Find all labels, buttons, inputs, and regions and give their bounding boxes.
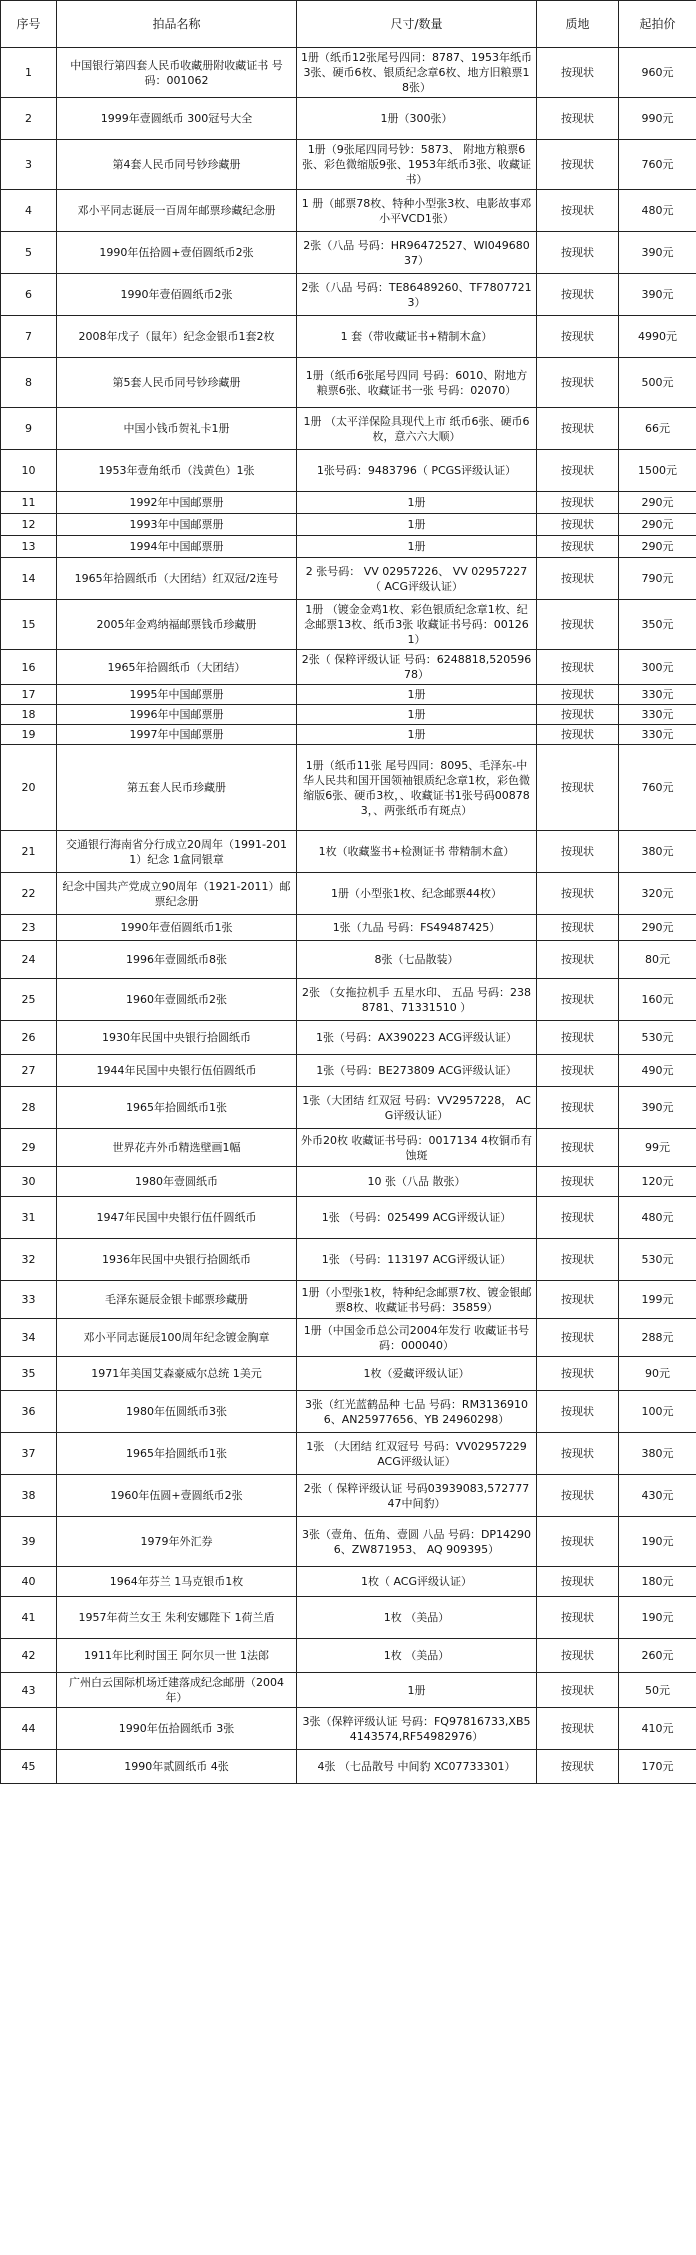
lot-size-quantity: 1册（9张尾四同号钞：5873、 附地方粮票6张、彩色微缩版9张、1953年纸币3张、收藏证书） [297,140,537,190]
lot-starting-price: 288元 [619,1319,696,1357]
lot-quality: 按现状 [537,1239,619,1281]
lot-starting-price: 50元 [619,1673,696,1708]
lot-quality: 按现状 [537,600,619,650]
lot-starting-price: 1500元 [619,450,696,492]
lot-quality: 按现状 [537,1281,619,1319]
lot-size-quantity: 1册（中国金币总公司2004年发行 收藏证书号码：000040） [297,1319,537,1357]
lot-starting-price: 260元 [619,1639,696,1673]
header-name: 拍品名称 [57,1,297,48]
lot-quality: 按现状 [537,915,619,941]
table-row [1,190,696,232]
table-body [1,48,696,1784]
lot-size-quantity: 2张 （女拖拉机手 五星水印、 五品 号码：2388781、71331510 ） [297,979,537,1021]
table-row [1,1357,696,1391]
lot-number: 32 [1,1239,57,1281]
lot-starting-price: 199元 [619,1281,696,1319]
table-row [1,1597,696,1639]
lot-starting-price: 90元 [619,1357,696,1391]
lot-starting-price: 490元 [619,1055,696,1087]
header-quality: 质地 [537,1,619,48]
lot-name: 世界花卉外币精选壁画1幅 [57,1129,297,1167]
lot-number: 2 [1,98,57,140]
lot-number: 33 [1,1281,57,1319]
table-row [1,140,696,190]
lot-number: 21 [1,831,57,873]
lot-name: 1996年壹圆纸币8张 [57,941,297,979]
lot-name: 1993年中国邮票册 [57,514,297,536]
table-row [1,514,696,536]
table-row [1,1197,696,1239]
lot-name: 邓小平同志诞辰100周年纪念镀金胸章 [57,1319,297,1357]
lot-size-quantity: 10 张（八品 散张） [297,1167,537,1197]
table-row [1,450,696,492]
lot-number: 6 [1,274,57,316]
lot-starting-price: 290元 [619,915,696,941]
lot-quality: 按现状 [537,1517,619,1567]
lot-quality: 按现状 [537,536,619,558]
table-row [1,48,696,98]
lot-size-quantity: 1张 （号码：025499 ACG评级认证） [297,1197,537,1239]
header-price: 起拍价 [619,1,696,48]
lot-number: 38 [1,1475,57,1517]
lot-number: 14 [1,558,57,600]
lot-name: 2005年金鸡纳福邮票钱币珍藏册 [57,600,297,650]
lot-size-quantity: 1册 [297,705,537,725]
lot-quality: 按现状 [537,1357,619,1391]
lot-quality: 按现状 [537,316,619,358]
lot-quality: 按现状 [537,492,619,514]
lot-starting-price: 170元 [619,1750,696,1784]
lot-number: 19 [1,725,57,745]
lot-name: 1999年壹圆纸币 300冠号大全 [57,98,297,140]
lot-number: 3 [1,140,57,190]
table-row [1,558,696,600]
lot-name: 1980年伍圆纸币3张 [57,1391,297,1433]
table-row [1,1567,696,1597]
lot-starting-price: 480元 [619,190,696,232]
lot-size-quantity: 2张（八品 号码：HR96472527、WI04968037） [297,232,537,274]
table-row [1,831,696,873]
lot-name: 第4套人民币同号钞珍藏册 [57,140,297,190]
lot-starting-price: 790元 [619,558,696,600]
table-row [1,492,696,514]
lot-size-quantity: 外币20枚 收藏证书号码：0017134 4枚铜币有蚀斑 [297,1129,537,1167]
lot-size-quantity: 1张（号码：AX390223 ACG评级认证） [297,1021,537,1055]
lot-quality: 按现状 [537,979,619,1021]
lot-starting-price: 430元 [619,1475,696,1517]
lot-name: 交通银行海南省分行成立20周年（1991-2011）纪念 1盒同银章 [57,831,297,873]
lot-starting-price: 290元 [619,492,696,514]
lot-size-quantity: 1张号码：9483796（ PCGS评级认证） [297,450,537,492]
lot-quality: 按现状 [537,408,619,450]
table-row [1,98,696,140]
lot-quality: 按现状 [537,1750,619,1784]
table-row [1,1433,696,1475]
lot-starting-price: 330元 [619,705,696,725]
lot-number: 5 [1,232,57,274]
lot-number: 39 [1,1517,57,1567]
lot-quality: 按现状 [537,558,619,600]
lot-quality: 按现状 [537,1597,619,1639]
lot-name: 1911年比利时国王 阿尔贝一世 1法郎 [57,1639,297,1673]
lot-size-quantity: 1册 [297,725,537,745]
lot-size-quantity: 1册 [297,536,537,558]
lot-number: 41 [1,1597,57,1639]
table-row [1,316,696,358]
table-row [1,941,696,979]
lot-starting-price: 960元 [619,48,696,98]
lot-quality: 按现状 [537,1197,619,1239]
lot-quality: 按现状 [537,1167,619,1197]
lot-number: 15 [1,600,57,650]
lot-name: 1965年拾圆纸币1张 [57,1433,297,1475]
lot-name: 2008年戊子（鼠年）纪念金银币1套2枚 [57,316,297,358]
lot-starting-price: 320元 [619,873,696,915]
header-row [1,1,696,48]
lot-number: 20 [1,745,57,831]
lot-number: 34 [1,1319,57,1357]
lot-quality: 按现状 [537,873,619,915]
lot-name: 1960年壹圆纸币2张 [57,979,297,1021]
lot-starting-price: 390元 [619,274,696,316]
lot-number: 29 [1,1129,57,1167]
lot-size-quantity: 1枚（收藏鉴书+检测证书 带精制木盒） [297,831,537,873]
lot-starting-price: 530元 [619,1021,696,1055]
table-row [1,1639,696,1673]
table-row [1,873,696,915]
lot-starting-price: 380元 [619,1433,696,1475]
lot-quality: 按现状 [537,190,619,232]
table-row [1,1281,696,1319]
lot-size-quantity: 2张（ 保粹评级认证 号码：6248818,52059678） [297,650,537,685]
table-row [1,1087,696,1129]
lot-size-quantity: 1枚（ ACG评级认证） [297,1567,537,1597]
lot-size-quantity: 1册 [297,492,537,514]
lot-starting-price: 4990元 [619,316,696,358]
lot-size-quantity: 1枚 （美品） [297,1639,537,1673]
lot-name: 1995年中国邮票册 [57,685,297,705]
lot-quality: 按现状 [537,1708,619,1750]
table-row [1,979,696,1021]
lot-name: 1960年伍圆+壹圆纸币2张 [57,1475,297,1517]
lot-name: 1953年壹角纸币（浅黄色）1张 [57,450,297,492]
lot-starting-price: 380元 [619,831,696,873]
lot-quality: 按现状 [537,232,619,274]
lot-name: 1944年民国中央银行伍佰圆纸币 [57,1055,297,1087]
lot-starting-price: 500元 [619,358,696,408]
lot-quality: 按现状 [537,358,619,408]
lot-name: 1930年民国中央银行拾圆纸币 [57,1021,297,1055]
lot-quality: 按现状 [537,140,619,190]
lot-quality: 按现状 [537,1021,619,1055]
lot-size-quantity: 1张 （号码：113197 ACG评级认证） [297,1239,537,1281]
table-row [1,1319,696,1357]
lot-quality: 按现状 [537,725,619,745]
lot-size-quantity: 2张（八品 号码：TE86489260、TF78077213） [297,274,537,316]
lot-number: 7 [1,316,57,358]
lot-starting-price: 80元 [619,941,696,979]
lot-size-quantity: 1册 （镀金金鸡1枚、彩色银质纪念章1枚、纪念邮票13枚、纸币3张 收藏证书号码：001261） [297,600,537,650]
lot-name: 1990年伍拾圆+壹佰圆纸币2张 [57,232,297,274]
lot-number: 23 [1,915,57,941]
lot-quality: 按现状 [537,450,619,492]
lot-size-quantity: 1册 [297,1673,537,1708]
table-row [1,705,696,725]
lot-number: 42 [1,1639,57,1673]
lot-name: 1965年拾圆纸币1张 [57,1087,297,1129]
lot-number: 8 [1,358,57,408]
table-row [1,1708,696,1750]
lot-size-quantity: 1枚 （美品） [297,1597,537,1639]
lot-size-quantity: 8张（七品散装） [297,941,537,979]
lot-quality: 按现状 [537,1087,619,1129]
lot-number: 22 [1,873,57,915]
lot-number: 28 [1,1087,57,1129]
lot-size-quantity: 1册 （太平洋保险具现代上市 纸币6张、硬币6枚，意六六大顺） [297,408,537,450]
lot-name: 毛泽东诞辰金银卡邮票珍藏册 [57,1281,297,1319]
lot-number: 1 [1,48,57,98]
lot-size-quantity: 1 册（邮票78枚、特种小型张3枚、电影故事邓小平VCD1张） [297,190,537,232]
lot-starting-price: 530元 [619,1239,696,1281]
lot-name: 1994年中国邮票册 [57,536,297,558]
lot-number: 26 [1,1021,57,1055]
lot-number: 12 [1,514,57,536]
lot-name: 1990年壹佰圆纸币2张 [57,274,297,316]
lot-quality: 按现状 [537,274,619,316]
lot-name: 中国银行第四套人民币收藏册附收藏证书 号码：001062 [57,48,297,98]
lot-name: 1979年外汇券 [57,1517,297,1567]
lot-size-quantity: 1册 [297,685,537,705]
lot-quality: 按现状 [537,1475,619,1517]
lot-name: 1965年拾圆纸币（大团结）红双冠/2连号 [57,558,297,600]
table-row [1,600,696,650]
lot-quality: 按现状 [537,941,619,979]
table-row [1,685,696,705]
table-row [1,536,696,558]
lot-quality: 按现状 [537,1673,619,1708]
lot-starting-price: 180元 [619,1567,696,1597]
lot-name: 第5套人民币同号钞珍藏册 [57,358,297,408]
lot-starting-price: 350元 [619,600,696,650]
lot-quality: 按现状 [537,685,619,705]
lot-number: 25 [1,979,57,1021]
table-row [1,1167,696,1197]
lot-name: 1947年民国中央银行伍仟圆纸币 [57,1197,297,1239]
table-row [1,1517,696,1567]
lot-quality: 按现状 [537,745,619,831]
header-size: 尺寸/数量 [297,1,537,48]
lot-size-quantity: 2张（ 保粹评级认证 号码03939083,57277747中间豹） [297,1475,537,1517]
lot-quality: 按现状 [537,48,619,98]
lot-quality: 按现状 [537,1639,619,1673]
lot-starting-price: 66元 [619,408,696,450]
lot-name: 1936年民国中央银行拾圆纸币 [57,1239,297,1281]
lot-number: 35 [1,1357,57,1391]
lot-size-quantity: 3张（保粹评级认证 号码：FQ97816733,XB54143574,RF54982976） [297,1708,537,1750]
lot-name: 1965年拾圆纸币（大团结） [57,650,297,685]
lot-size-quantity: 1册（300张） [297,98,537,140]
lot-size-quantity: 1枚（爱藏评级认证） [297,1357,537,1391]
lot-name: 1990年伍拾圆纸币 3张 [57,1708,297,1750]
lot-size-quantity: 1张 （大团结 红双冠号 号码：VV02957229 ACG评级认证） [297,1433,537,1475]
lot-name: 邓小平同志诞辰一百周年邮票珍藏纪念册 [57,190,297,232]
table-row [1,1055,696,1087]
lot-size-quantity: 3张（红光蓝鹤品种 七品 号码：RM31369106、AN25977656、YB 24960298） [297,1391,537,1433]
table-row [1,1673,696,1708]
lot-name: 1997年中国邮票册 [57,725,297,745]
lot-name: 1990年壹佰圆纸币1张 [57,915,297,941]
lot-quality: 按现状 [537,1391,619,1433]
lot-name: 中国小钱币贺礼卡1册 [57,408,297,450]
lot-number: 40 [1,1567,57,1597]
lot-number: 9 [1,408,57,450]
lot-number: 31 [1,1197,57,1239]
table-row [1,408,696,450]
lot-name: 1992年中国邮票册 [57,492,297,514]
lot-starting-price: 760元 [619,745,696,831]
lot-quality: 按现状 [537,98,619,140]
lot-number: 37 [1,1433,57,1475]
lot-starting-price: 390元 [619,1087,696,1129]
lot-starting-price: 190元 [619,1517,696,1567]
table-row [1,232,696,274]
table-row [1,1391,696,1433]
lot-number: 30 [1,1167,57,1197]
lot-quality: 按现状 [537,1129,619,1167]
lot-name: 1971年美国艾森豪威尔总统 1美元 [57,1357,297,1391]
lot-size-quantity: 1册（纸币6张尾号四同 号码：6010、附地方粮票6张、收藏证书一张 号码：02070） [297,358,537,408]
table-row [1,1750,696,1784]
lot-number: 11 [1,492,57,514]
lot-starting-price: 100元 [619,1391,696,1433]
lot-number: 16 [1,650,57,685]
lot-starting-price: 290元 [619,536,696,558]
table-row [1,1021,696,1055]
lot-size-quantity: 1册（纸币12张尾号四同：8787、1953年纸币3张、硬币6枚、银质纪念章6枚、地方旧粮票18张） [297,48,537,98]
table-row [1,1475,696,1517]
table-row [1,725,696,745]
lot-starting-price: 120元 [619,1167,696,1197]
lot-quality: 按现状 [537,1433,619,1475]
lot-name: 1964年芬兰 1马克银币1枚 [57,1567,297,1597]
lot-starting-price: 760元 [619,140,696,190]
lot-starting-price: 290元 [619,514,696,536]
table-row [1,274,696,316]
lot-number: 24 [1,941,57,979]
lot-quality: 按现状 [537,650,619,685]
lot-number: 13 [1,536,57,558]
table-row [1,1239,696,1281]
lot-starting-price: 480元 [619,1197,696,1239]
lot-number: 4 [1,190,57,232]
lot-number: 44 [1,1708,57,1750]
lot-starting-price: 330元 [619,725,696,745]
lot-quality: 按现状 [537,1319,619,1357]
lot-number: 18 [1,705,57,725]
lot-size-quantity: 1张（九品 号码：FS49487425） [297,915,537,941]
lot-name: 1996年中国邮票册 [57,705,297,725]
lot-size-quantity: 4张 （七品散号 中间豹 XC07733301） [297,1750,537,1784]
lot-starting-price: 330元 [619,685,696,705]
lot-size-quantity: 1册（小型张1枚，特种纪念邮票7枚、镀金银邮票8枚、收藏证书号码：35859） [297,1281,537,1319]
lot-size-quantity: 1张（号码：BE273809 ACG评级认证） [297,1055,537,1087]
lot-number: 36 [1,1391,57,1433]
lot-number: 45 [1,1750,57,1784]
lot-quality: 按现状 [537,1567,619,1597]
lot-starting-price: 410元 [619,1708,696,1750]
lot-size-quantity: 1 套（带收藏证书+精制木盒） [297,316,537,358]
lot-number: 17 [1,685,57,705]
lot-name: 1990年贰圆纸币 4张 [57,1750,297,1784]
lot-size-quantity: 3张（壹角、伍角、壹圆 八品 号码：DP142906、ZW871953、 AQ 909395） [297,1517,537,1567]
lot-number: 10 [1,450,57,492]
lot-name: 纪念中国共产党成立90周年（1921-2011）邮票纪念册 [57,873,297,915]
lot-starting-price: 300元 [619,650,696,685]
table-row [1,1129,696,1167]
lot-starting-price: 990元 [619,98,696,140]
lot-starting-price: 190元 [619,1597,696,1639]
lot-quality: 按现状 [537,514,619,536]
lot-size-quantity: 1册 [297,514,537,536]
table-row [1,650,696,685]
table-row [1,915,696,941]
table-row [1,358,696,408]
lot-number: 43 [1,1673,57,1708]
lot-quality: 按现状 [537,705,619,725]
lot-name: 1957年荷兰女王 朱利安娜陛下 1荷兰盾 [57,1597,297,1639]
lot-name: 广州白云国际机场迁建落成纪念邮册（2004年） [57,1673,297,1708]
header-no: 序号 [1,1,57,48]
lot-size-quantity: 1张（大团结 红双冠 号码：VV2957228， ACG评级认证） [297,1087,537,1129]
lot-starting-price: 160元 [619,979,696,1021]
lot-size-quantity: 1册（纸币11张 尾号四同：8095、毛泽东-中华人民共和国开国领袖银质纪念章1枚，彩色微缩版6张、硬币3枚，、收藏证书1张号码008783，、两张纸币有斑点） [297,745,537,831]
lot-size-quantity: 1册（小型张1枚、纪念邮票44枚） [297,873,537,915]
table-row [1,745,696,831]
lot-name: 第五套人民币珍藏册 [57,745,297,831]
lot-quality: 按现状 [537,1055,619,1087]
lot-starting-price: 390元 [619,232,696,274]
lot-size-quantity: 2 张号码： VV 02957226、 VV 02957227（ ACG评级认证） [297,558,537,600]
lot-starting-price: 99元 [619,1129,696,1167]
lot-name: 1980年壹圆纸币 [57,1167,297,1197]
lot-number: 27 [1,1055,57,1087]
lot-quality: 按现状 [537,831,619,873]
